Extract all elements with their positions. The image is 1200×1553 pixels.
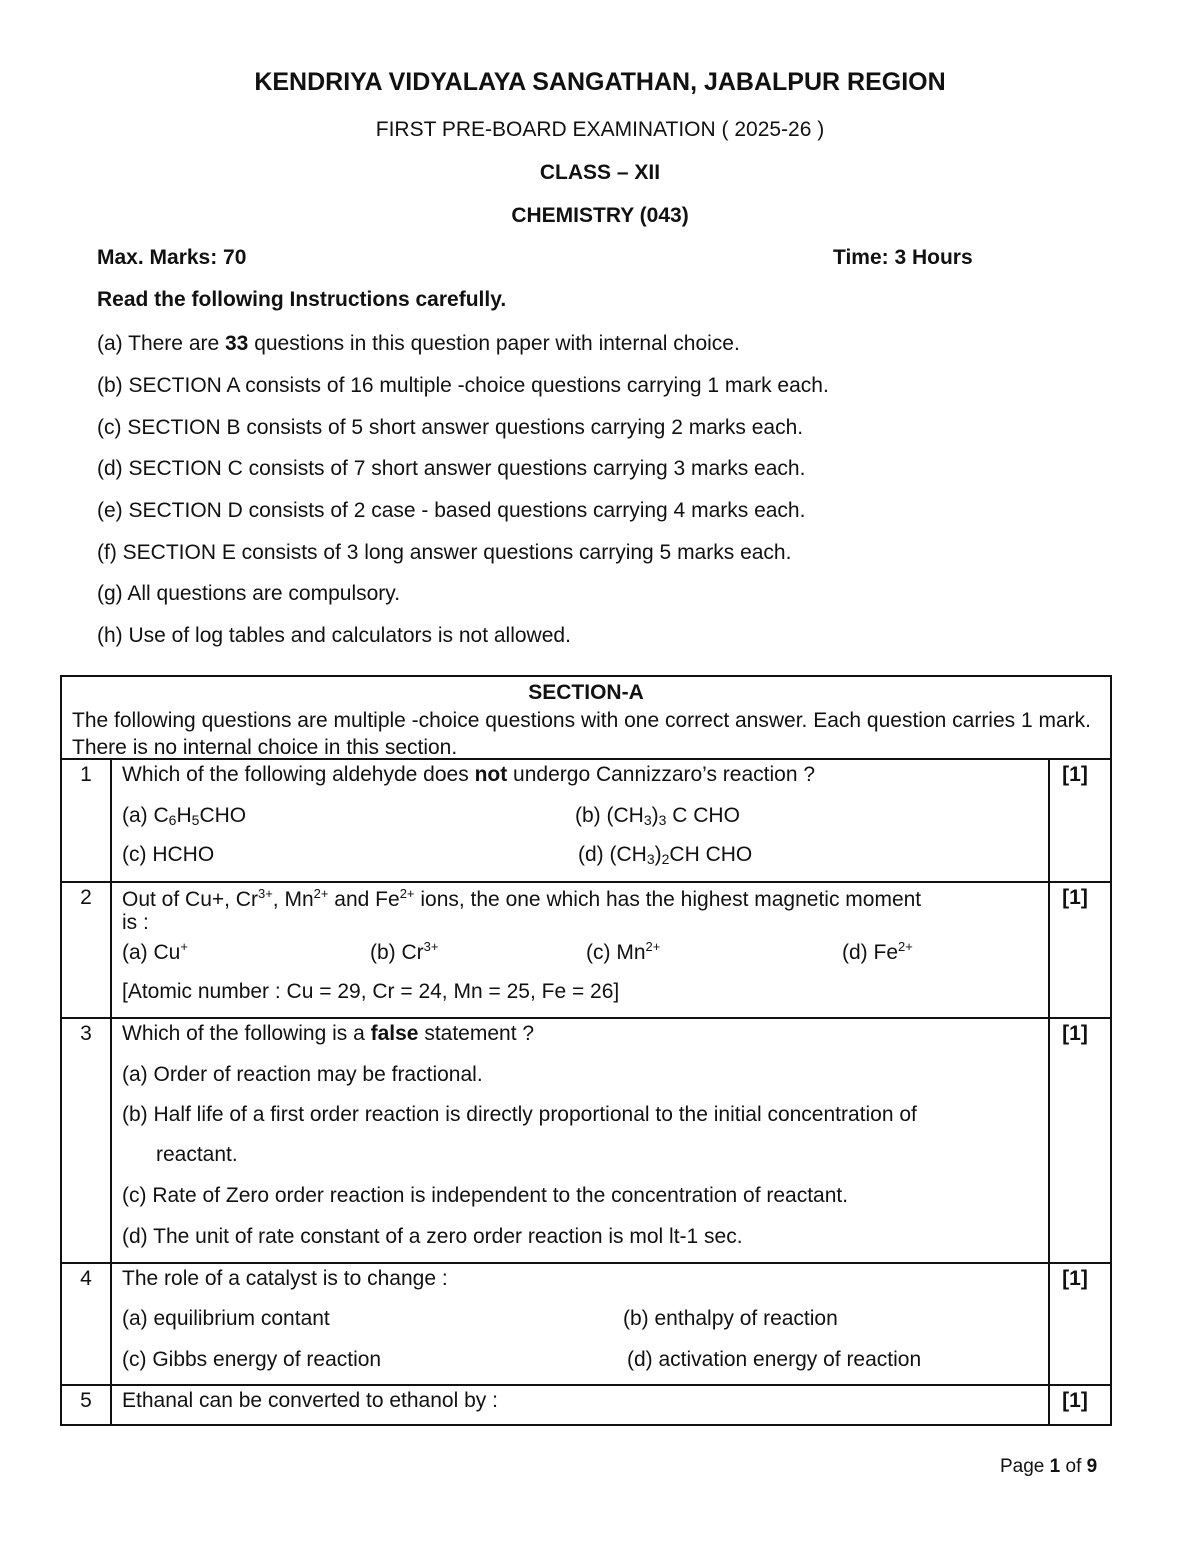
question-4-option-a: (a) equilibrium contant bbox=[122, 1307, 330, 1330]
page-number: Page 1 of 9 bbox=[1000, 1456, 1098, 1477]
question-3-option-b: (b) Half life of a first order reaction is directly proportional to the initial concentration of bbox=[122, 1103, 917, 1126]
question-3-option-b-cont: reactant. bbox=[156, 1143, 238, 1166]
question-1-option-b: (b) $(CH_3)_3$ C CHO bbox=[575, 804, 740, 828]
question-3-text: Which of the following is a false statement ? bbox=[122, 1022, 535, 1045]
instruction-a: (a) There are 33 questions in this question paper with internal choice. bbox=[97, 332, 740, 355]
question-1-option-a: (a) $C_6H_5CHO$ bbox=[122, 804, 247, 828]
question-2-option-b: (b) $Cr^{3+}$ bbox=[370, 939, 439, 964]
max-marks: Max. Marks: 70 bbox=[97, 246, 247, 269]
question-5-marks: [1] bbox=[1062, 1389, 1088, 1412]
row-divider bbox=[62, 758, 1110, 760]
question-2-option-d: (d) $Fe^{2+}$ bbox=[842, 939, 913, 964]
question-table bbox=[60, 675, 1112, 1426]
question-2-text-line2: is : bbox=[122, 911, 149, 934]
question-number: 3 bbox=[80, 1022, 92, 1045]
question-3-marks: [1] bbox=[1062, 1022, 1088, 1045]
question-2-note: [Atomic number : Cu = 29, Cr = 24, Mn = 25, Fe = 26] bbox=[122, 980, 620, 1003]
question-4-option-d: (d) activation energy of reaction bbox=[627, 1348, 922, 1371]
class-label: CLASS – XII bbox=[539, 161, 661, 184]
question-2-option-a: (a) Cu+ bbox=[122, 939, 188, 964]
instructions-heading: Read the following Instructions carefully. bbox=[97, 288, 507, 311]
question-number: 5 bbox=[80, 1389, 92, 1412]
question-number: 4 bbox=[80, 1267, 92, 1290]
question-2-option-c: (c) $Mn^{2+}$ bbox=[586, 939, 661, 964]
section-title: SECTION-A bbox=[528, 681, 644, 704]
question-4-marks: [1] bbox=[1062, 1267, 1088, 1290]
instruction-d: (d) SECTION C consists of 7 short answer questions carrying 3 marks each. bbox=[97, 457, 806, 480]
column-divider bbox=[1048, 758, 1050, 1424]
instruction-c: (c) SECTION B consists of 5 short answer questions carrying 2 marks each. bbox=[97, 416, 804, 439]
row-divider bbox=[62, 1262, 1110, 1264]
instruction-e: (e) SECTION D consists of 2 case - based questions carrying 4 marks each. bbox=[97, 499, 806, 522]
section-description: The following questions are multiple -choice questions with one correct answer. Each question carries 1 mark. There is no internal choice in this section. bbox=[72, 709, 1092, 759]
question-3-option-d: (d) The unit of rate constant of a zero order reaction is mol lt-1 sec. bbox=[122, 1225, 743, 1248]
column-divider bbox=[110, 758, 112, 1424]
row-divider bbox=[62, 881, 1110, 883]
time-allowed: Time: 3 Hours bbox=[833, 246, 973, 269]
question-number: 2 bbox=[80, 886, 92, 909]
question-2-marks: [1] bbox=[1062, 886, 1088, 909]
instruction-b: (b) SECTION A consists of 16 multiple -choice questions carrying 1 mark each. bbox=[97, 374, 829, 397]
question-1-text: Which of the following aldehyde does not undergo Cannizzaro’s reaction ? bbox=[122, 763, 816, 786]
instruction-h: (h) Use of log tables and calculators is not allowed. bbox=[97, 624, 571, 647]
row-divider bbox=[62, 1017, 1110, 1019]
question-3-option-a: (a) Order of reaction may be fractional. bbox=[122, 1063, 483, 1086]
question-4-option-c: (c) Gibbs energy of reaction bbox=[122, 1348, 382, 1371]
question-5-text: Ethanal can be converted to ethanol by : bbox=[122, 1389, 498, 1412]
subject-label: CHEMISTRY (043) bbox=[511, 204, 689, 227]
instruction-f: (f) SECTION E consists of 3 long answer questions carrying 5 marks each. bbox=[97, 541, 792, 564]
question-1-option-d: (d) $(CH_3)_2CH$ CHO bbox=[578, 843, 753, 867]
question-number: 1 bbox=[80, 763, 92, 786]
question-3-option-c: (c) Rate of Zero order reaction is independent to the concentration of reactant. bbox=[122, 1184, 849, 1207]
exam-title: FIRST PRE-BOARD EXAMINATION ( 2025-26 ) bbox=[375, 118, 825, 141]
school-title: KENDRIYA VIDYALAYA SANGATHAN, JABALPUR REGION bbox=[254, 68, 946, 96]
question-1-option-c: (c) HCHO bbox=[122, 843, 215, 866]
question-1-marks: [1] bbox=[1062, 763, 1088, 786]
question-2-text: Out of Cu+, $Cr^{3+}$, $Mn^{2+}$ and $Fe^{2+}$ ions, the one which has the highest magnetic moment bbox=[122, 886, 922, 911]
question-4-option-b: (b) enthalpy of reaction bbox=[623, 1307, 838, 1330]
question-4-text: The role of a catalyst is to change : bbox=[122, 1267, 448, 1290]
instruction-g: (g) All questions are compulsory. bbox=[97, 582, 401, 605]
row-divider bbox=[62, 1384, 1110, 1386]
